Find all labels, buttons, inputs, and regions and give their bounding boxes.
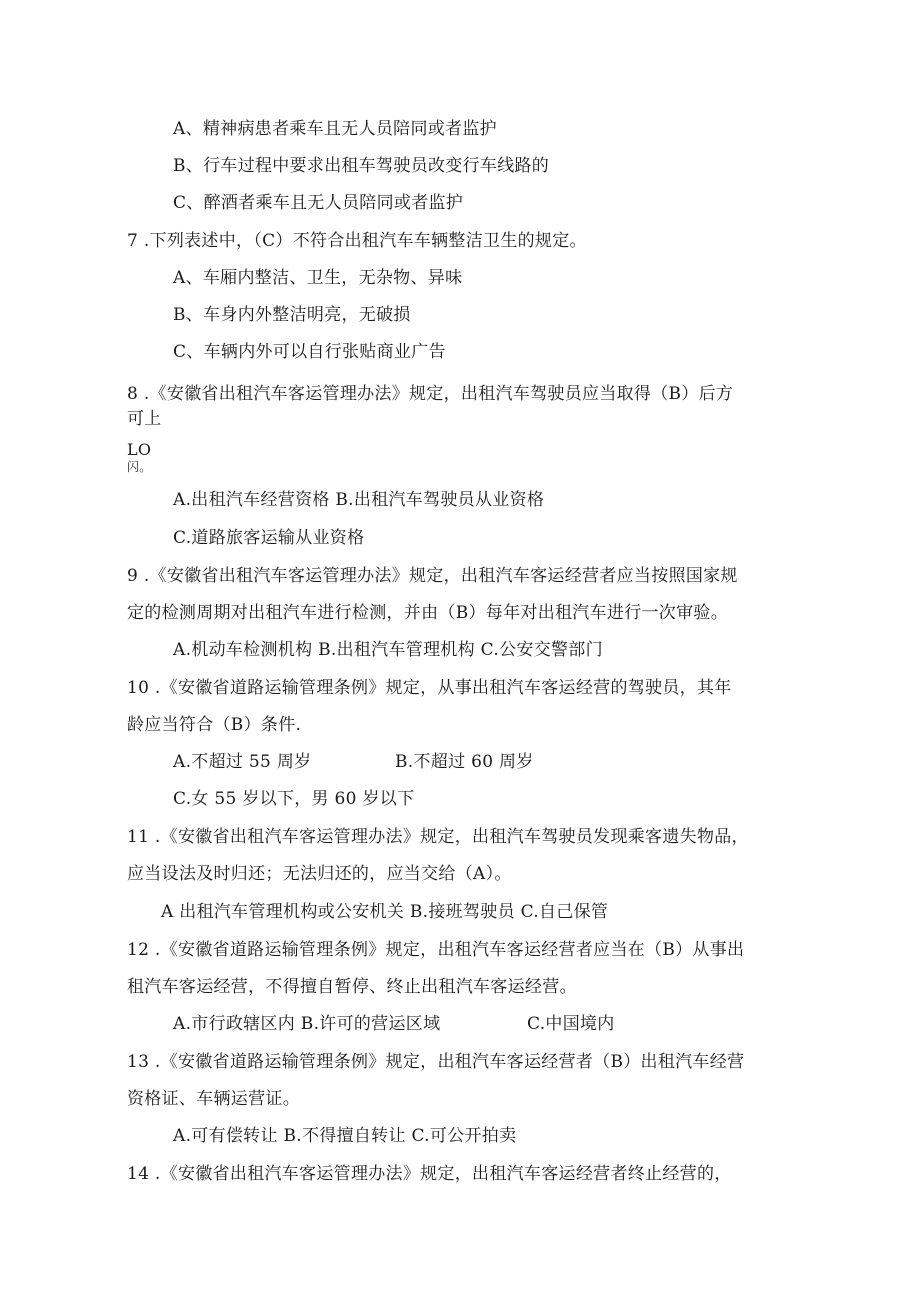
q6-option-c: C、醉酒者乘车且无人员陪同或者监护	[173, 193, 464, 213]
q11-options: A 出租汽车管理机构或公安机关 B.接班驾驶员 C.自己保管	[161, 902, 609, 922]
question-9-line-2: 定的检测周期对出租汽车进行检测，并由（B）每年对出租汽车进行一次审验。	[127, 603, 728, 623]
q6-option-a: A、精神病患者乘车且无人员陪同或者监护	[173, 119, 497, 139]
q12-option-c: C.中国境内	[527, 1014, 615, 1034]
q8-options-ab: A.出租汽车经营资格 B.出租汽车驾驶员从业资格	[173, 490, 545, 510]
question-11-line-1: 11 .《安徽省出租汽车客运管理办法》规定，出租汽车驾驶员发现乘客遗失物品，	[127, 827, 749, 847]
q10-option-b: B.不超过 60 周岁	[395, 752, 534, 772]
question-11-line-2: 应当设法及时归还；无法归还的，应当交给（A）。	[127, 864, 512, 884]
q9-options: A.机动车检测机构 B.出租汽车管理机构 C.公安交警部门	[173, 640, 603, 660]
question-13-line-1: 13 .《安徽省道路运输管理条例》规定，出租汽车客运经营者（B）出租汽车经营	[127, 1052, 745, 1072]
question-9-line-1: 9 .《安徽省出租汽车客运管理办法》规定，出租汽车客运经营者应当按照国家规	[127, 566, 738, 586]
question-10-line-1: 10 .《安徽省道路运输管理条例》规定，从事出租汽车客运经营的驾驶员，其年	[127, 678, 732, 698]
question-8-line-3: LO	[127, 440, 152, 459]
q10-option-c: C.女 55 岁以下，男 60 岁以下	[173, 789, 415, 809]
question-14-line-1: 14 .《安徽省出租汽车客运管理办法》规定，出租汽车客运经营者终止经营的，	[127, 1164, 732, 1184]
question-13-line-2: 资格证、车辆运营证。	[127, 1089, 300, 1109]
q8-option-c: C.道路旅客运输从业资格	[173, 528, 365, 548]
q7-option-b: B、车身内外整洁明亮，无破损	[173, 305, 411, 325]
q13-options: A.可有偿转让 B.不得擅自转让 C.可公开拍卖	[173, 1126, 517, 1146]
question-7: 7 .下列表述中，（C）不符合出租汽车车辆整洁卫生的规定。	[127, 231, 587, 251]
question-8-line-4: 闪。	[127, 460, 152, 474]
question-8-line-1: 8 .《安徽省出租汽车客运管理办法》规定，出租汽车驾驶员应当取得（B）后方	[127, 384, 734, 404]
question-8-line-2: 可上	[127, 409, 162, 429]
question-10-line-2: 龄应当符合（B）条件.	[127, 715, 302, 735]
q6-option-b: B、行车过程中要求出租车驾驶员改变行车线路的	[173, 156, 550, 176]
question-12-line-2: 租汽车客运经营，不得擅自暂停、终止出租汽车客运经营。	[127, 977, 577, 997]
q10-option-a: A.不超过 55 周岁	[173, 752, 312, 772]
q7-option-a: A、车厢内整洁、卫生，无杂物、异味	[173, 268, 463, 288]
q7-option-c: C、车辆内外可以自行张贴商业广告	[173, 342, 446, 362]
question-12-line-1: 12 .《安徽省道路运输管理条例》规定，出租汽车客运经营者应当在（B）从事出	[127, 940, 745, 960]
q12-options-ab: A.市行政辖区内 B.许可的营运区域	[173, 1014, 441, 1034]
